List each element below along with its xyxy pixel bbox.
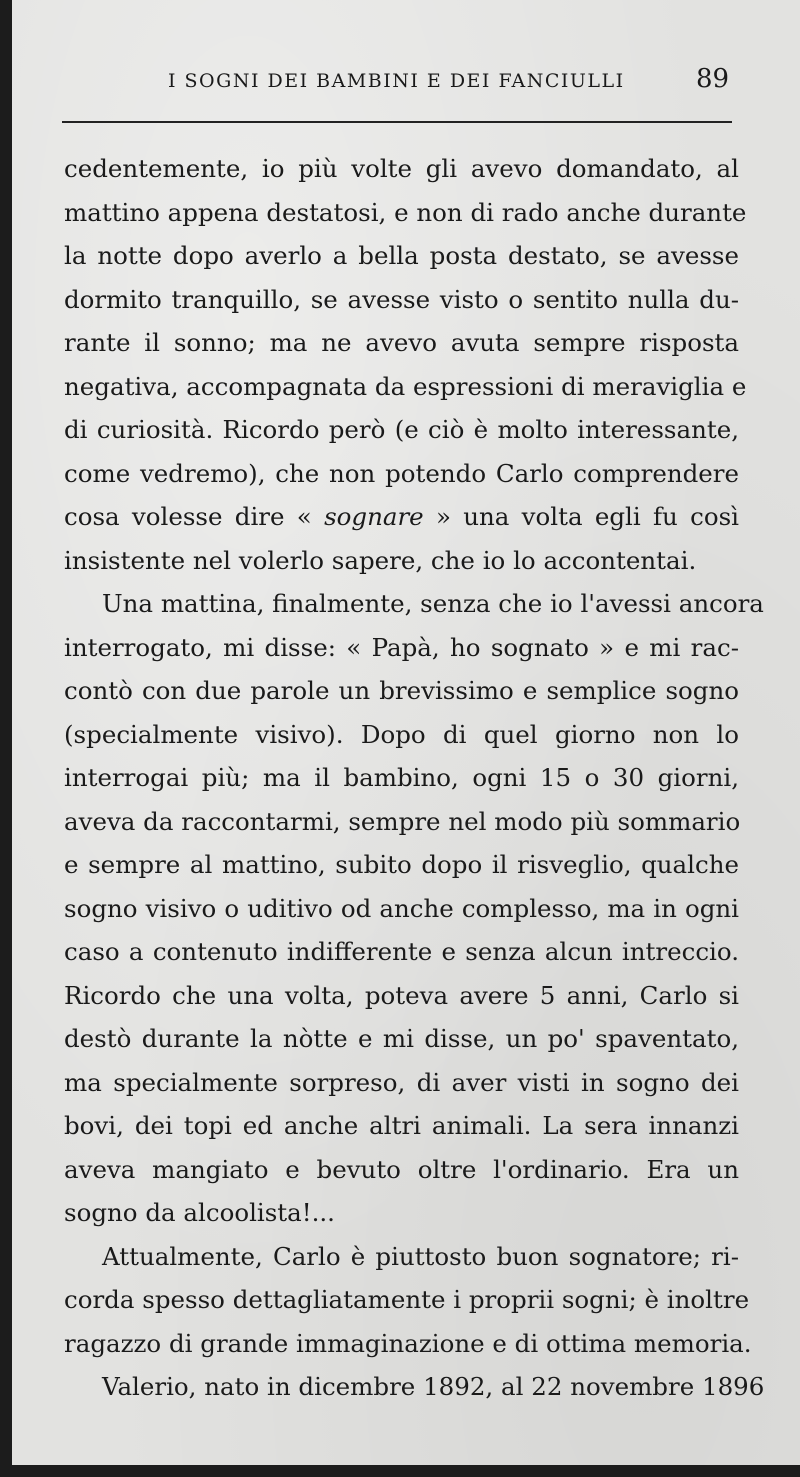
text-line: sogno visivo o uditivo od anche complesso, ma in ogni: [64, 893, 739, 923]
page-number: 89: [696, 64, 730, 94]
text-line: ma specialmente sorpreso, di aver visti in sogno dei: [64, 1067, 739, 1097]
text-line: cedentemente, io più volte gli avevo domandato, al: [64, 154, 739, 183]
book-page: [12, 0, 800, 1465]
text-line: dormito tranquillo, se avesse visto o sentito nulla du-: [64, 284, 739, 314]
running-title: I SOGNI DEI BAMBINI E DEI FANCIULLI: [168, 70, 625, 92]
body-text: [64, 147, 765, 1409]
text-line: (specialmente visivo). Dopo di quel giorno non lo: [64, 719, 739, 749]
text-fragment: » una volta egli fu così: [435, 502, 739, 531]
paragraph-first-line: Attualmente, Carlo è piuttosto buon sognatore; ri-: [102, 1241, 739, 1271]
text-line: bovi, dei topi ed anche altri animali. La sera innanzi: [64, 1111, 739, 1140]
paragraph-last-line: ragazzo di grande immaginazione e di ottima memoria.: [64, 1328, 752, 1358]
text-line: interrogato, mi disse: « Papà, ho sognato » e mi rac-: [64, 632, 739, 662]
text-line: come vedremo), che non potendo Carlo comprendere: [64, 458, 739, 488]
italic-word: sognare: [324, 502, 424, 531]
text-line: aveva da raccontarmi, sempre nel modo più sommario: [64, 806, 741, 836]
text-line: di curiosità. Ricordo però (e ciò è molto interessante,: [64, 415, 739, 444]
text-line: interrogai più; ma il bambino, ogni 15 o 30 giorni,: [64, 763, 739, 792]
text-line: rante il sonno; ma ne avevo avuta sempre risposta: [64, 328, 739, 357]
text-line: e sempre al mattino, subito dopo il risveglio, qualche: [64, 850, 739, 879]
header-rule: [62, 121, 732, 123]
running-head: [12, 64, 800, 98]
text-fragment: cosa volesse dire «: [64, 502, 312, 531]
paragraph-last-line: sogno da alcoolista!...: [64, 1198, 335, 1227]
text-line: aveva mangiato e bevuto oltre l'ordinario. Era un: [64, 1154, 739, 1184]
text-line: [64, 495, 739, 539]
text-line: caso a contenuto indifferente e senza alcun intreccio.: [64, 937, 739, 966]
text-line: corda spesso dettagliatamente i proprii sogni; è inoltre: [64, 1285, 750, 1314]
paragraph-first-line: Una mattina, finalmente, senza che io l'avessi ancora: [102, 589, 764, 618]
text-line: Ricordo che una volta, poteva avere 5 anni, Carlo si: [64, 980, 739, 1010]
paragraph-first-line: Valerio, nato in dicembre 1892, al 22 novembre 1896: [102, 1372, 765, 1401]
text-line: contò con due parole un brevissimo e semplice sogno: [64, 676, 739, 705]
text-line: mattino appena destatosi, e non di rado anche durante: [64, 197, 747, 227]
text-line: negativa, accompagnata da espressioni di meraviglia e: [64, 371, 747, 401]
paragraph-last-line: insistente nel volerlo sapere, che io lo accontentai.: [64, 545, 697, 575]
text-line: la notte dopo averlo a bella posta destato, se avesse: [64, 241, 739, 270]
text-line: destò durante la nòtte e mi disse, un po' spaventato,: [64, 1024, 739, 1053]
